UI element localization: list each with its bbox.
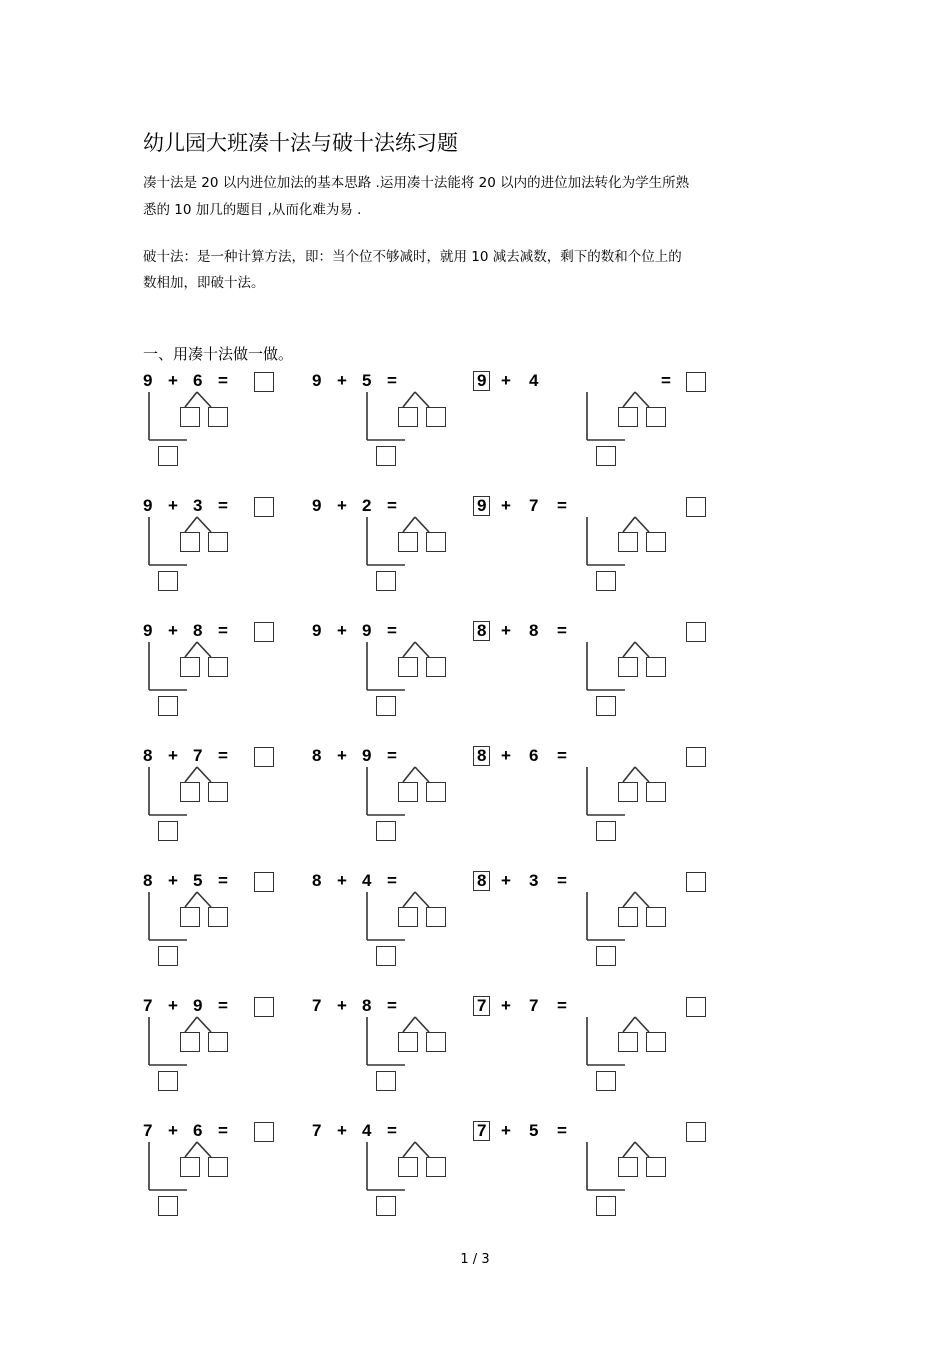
split-tree-diagram xyxy=(473,620,673,730)
plus-sign: + xyxy=(501,496,511,515)
split-box-right[interactable] xyxy=(208,782,228,802)
plus-sign: + xyxy=(501,621,511,640)
plus-sign: + xyxy=(337,746,347,765)
equals-sign: = xyxy=(218,371,228,390)
split-box-left[interactable] xyxy=(398,1157,418,1177)
addend-b: 2 xyxy=(362,496,372,515)
plus-sign: + xyxy=(168,621,178,640)
problem-2-3 xyxy=(473,495,673,605)
equals-sign: = xyxy=(557,746,567,765)
equals-sign: = xyxy=(557,996,567,1015)
problem-3-3 xyxy=(473,620,673,730)
addend-b: 3 xyxy=(529,871,539,890)
make-ten-box[interactable] xyxy=(158,1071,178,1091)
split-tree-diagram xyxy=(473,870,673,980)
split-box-right[interactable] xyxy=(426,407,446,427)
split-box-right[interactable] xyxy=(208,407,228,427)
addend-b: 9 xyxy=(362,746,372,765)
split-tree-diagram xyxy=(473,745,673,855)
split-box-left[interactable] xyxy=(180,907,200,927)
make-ten-box[interactable] xyxy=(158,821,178,841)
split-box-right[interactable] xyxy=(426,907,446,927)
addend-a: 9 xyxy=(473,371,490,391)
addend-a: 7 xyxy=(473,1121,490,1141)
equals-sign: = xyxy=(387,621,397,640)
plus-sign: + xyxy=(501,746,511,765)
addend-b: 9 xyxy=(362,621,372,640)
split-box-right[interactable] xyxy=(646,657,666,677)
split-box-left[interactable] xyxy=(398,657,418,677)
plus-sign: + xyxy=(168,496,178,515)
make-ten-box[interactable] xyxy=(596,1196,616,1216)
addend-a: 7 xyxy=(473,996,490,1016)
intro-line-2: 悉的 10 加几的题目 ,从而化难为易 . xyxy=(143,202,362,218)
make-ten-box[interactable] xyxy=(376,946,396,966)
equals-sign: = xyxy=(387,871,397,890)
plus-sign: + xyxy=(168,746,178,765)
addend-b: 6 xyxy=(193,371,203,390)
addend-a: 8 xyxy=(312,871,322,890)
addend-a: 7 xyxy=(312,996,322,1015)
make-ten-box[interactable] xyxy=(376,1196,396,1216)
addend-b: 7 xyxy=(529,496,539,515)
addend-b: 6 xyxy=(193,1121,203,1140)
equals-sign: = xyxy=(387,996,397,1015)
plus-sign: + xyxy=(168,871,178,890)
split-box-left[interactable] xyxy=(618,782,638,802)
addend-b: 5 xyxy=(362,371,372,390)
split-box-left[interactable] xyxy=(398,1032,418,1052)
split-box-right[interactable] xyxy=(208,657,228,677)
plus-sign: + xyxy=(168,1121,178,1140)
equals-sign: = xyxy=(387,496,397,515)
definition-line-2: 数相加，即破十法。 xyxy=(143,275,265,291)
addend-b: 4 xyxy=(529,371,539,390)
answer-box[interactable] xyxy=(686,747,706,767)
definition-line-1: 破十法：是一种计算方法，即：当个位不够减时，就用 10 减去减数，剩下的数和个位上的 xyxy=(143,249,682,265)
addend-b: 4 xyxy=(362,871,372,890)
split-box-right[interactable] xyxy=(646,1032,666,1052)
addend-a: 8 xyxy=(473,746,490,766)
addend-b: 8 xyxy=(362,996,372,1015)
make-ten-box[interactable] xyxy=(376,446,396,466)
intro-line-1: 凑十法是 20 以内进位加法的基本思路 .运用凑十法能将 20 以内的进位加法转化为学生所熟 xyxy=(143,175,690,191)
addend-a: 7 xyxy=(312,1121,322,1140)
make-ten-box[interactable] xyxy=(596,571,616,591)
answer-box[interactable] xyxy=(686,1122,706,1142)
addend-b: 4 xyxy=(362,1121,372,1140)
split-box-left[interactable] xyxy=(618,1157,638,1177)
split-tree-diagram xyxy=(473,370,673,480)
equals-sign: = xyxy=(557,1121,567,1140)
problem-7-3 xyxy=(473,1120,673,1230)
addend-a: 9 xyxy=(312,496,322,515)
split-tree-diagram xyxy=(473,495,673,605)
split-box-right[interactable] xyxy=(426,1032,446,1052)
make-ten-box[interactable] xyxy=(376,696,396,716)
make-ten-box[interactable] xyxy=(158,1196,178,1216)
answer-box[interactable] xyxy=(686,372,706,392)
split-box-right[interactable] xyxy=(426,657,446,677)
plus-sign: + xyxy=(501,1121,511,1140)
answer-box[interactable] xyxy=(686,997,706,1017)
addend-b: 3 xyxy=(193,496,203,515)
addend-a: 8 xyxy=(143,746,153,765)
split-box-left[interactable] xyxy=(398,907,418,927)
plus-sign: + xyxy=(337,871,347,890)
problem-6-3 xyxy=(473,995,673,1105)
problem-4-3 xyxy=(473,745,673,855)
split-box-right[interactable] xyxy=(426,1157,446,1177)
equals-sign: = xyxy=(557,621,567,640)
addend-a: 8 xyxy=(143,871,153,890)
addend-a: 9 xyxy=(143,371,153,390)
make-ten-box[interactable] xyxy=(376,1071,396,1091)
make-ten-box[interactable] xyxy=(158,571,178,591)
split-box-left[interactable] xyxy=(180,407,200,427)
split-box-left[interactable] xyxy=(618,407,638,427)
make-ten-box[interactable] xyxy=(376,571,396,591)
equals-sign: = xyxy=(387,371,397,390)
make-ten-box[interactable] xyxy=(158,946,178,966)
addend-a: 8 xyxy=(473,871,490,891)
split-box-left[interactable] xyxy=(618,907,638,927)
answer-box[interactable] xyxy=(686,497,706,517)
equals-sign: = xyxy=(218,996,228,1015)
equals-sign: = xyxy=(218,496,228,515)
answer-box[interactable] xyxy=(686,872,706,892)
addend-b: 7 xyxy=(529,996,539,1015)
split-box-left[interactable] xyxy=(618,657,638,677)
split-box-right[interactable] xyxy=(646,907,666,927)
addend-a: 8 xyxy=(473,621,490,641)
plus-sign: + xyxy=(337,1121,347,1140)
split-box-right[interactable] xyxy=(208,907,228,927)
addend-a: 9 xyxy=(312,621,322,640)
split-box-left[interactable] xyxy=(180,1157,200,1177)
addend-a: 8 xyxy=(312,746,322,765)
plus-sign: + xyxy=(337,371,347,390)
addend-b: 9 xyxy=(193,996,203,1015)
addend-b: 5 xyxy=(193,871,203,890)
equals-sign: = xyxy=(218,746,228,765)
answer-box[interactable] xyxy=(686,622,706,642)
split-box-right[interactable] xyxy=(646,407,666,427)
split-box-left[interactable] xyxy=(398,407,418,427)
section-title: 一、用凑十法做一做。 xyxy=(143,345,294,363)
split-box-right[interactable] xyxy=(646,532,666,552)
make-ten-box[interactable] xyxy=(158,696,178,716)
plus-sign: + xyxy=(337,496,347,515)
split-box-left[interactable] xyxy=(618,532,638,552)
addend-a: 9 xyxy=(143,496,153,515)
split-box-left[interactable] xyxy=(180,782,200,802)
split-box-right[interactable] xyxy=(208,532,228,552)
page-title: 幼儿园大班凑十法与破十法练习题 xyxy=(143,131,458,155)
problem-1-3 xyxy=(473,370,673,480)
plus-sign: + xyxy=(337,996,347,1015)
make-ten-box[interactable] xyxy=(596,821,616,841)
split-box-left[interactable] xyxy=(180,532,200,552)
equals-sign: = xyxy=(218,871,228,890)
make-ten-box[interactable] xyxy=(158,446,178,466)
split-box-left[interactable] xyxy=(180,1032,200,1052)
split-box-right[interactable] xyxy=(208,1032,228,1052)
equals-sign: = xyxy=(387,1121,397,1140)
addend-a: 7 xyxy=(143,1121,153,1140)
split-tree-diagram xyxy=(473,1120,673,1230)
make-ten-box[interactable] xyxy=(596,446,616,466)
equals-sign: = xyxy=(557,496,567,515)
addend-b: 7 xyxy=(193,746,203,765)
addend-a: 9 xyxy=(473,496,490,516)
split-box-left[interactable] xyxy=(180,657,200,677)
split-tree-diagram xyxy=(473,995,673,1105)
split-box-right[interactable] xyxy=(426,782,446,802)
equals-sign: = xyxy=(218,621,228,640)
plus-sign: + xyxy=(501,996,511,1015)
addend-b: 8 xyxy=(529,621,539,640)
split-box-right[interactable] xyxy=(646,1157,666,1177)
split-box-right[interactable] xyxy=(426,532,446,552)
make-ten-box[interactable] xyxy=(596,696,616,716)
plus-sign: + xyxy=(501,371,511,390)
plus-sign: + xyxy=(501,871,511,890)
split-box-left[interactable] xyxy=(398,782,418,802)
equals-sign: = xyxy=(218,1121,228,1140)
split-box-left[interactable] xyxy=(618,1032,638,1052)
plus-sign: + xyxy=(168,371,178,390)
page-number: 1 / 3 xyxy=(460,1252,490,1267)
addend-a: 9 xyxy=(312,371,322,390)
plus-sign: + xyxy=(337,621,347,640)
make-ten-box[interactable] xyxy=(596,1071,616,1091)
make-ten-box[interactable] xyxy=(376,821,396,841)
problem-5-3 xyxy=(473,870,673,980)
equals-sign: = xyxy=(557,871,567,890)
equals-sign: = xyxy=(387,746,397,765)
plus-sign: + xyxy=(168,996,178,1015)
equals-sign: = xyxy=(661,371,671,390)
split-box-right[interactable] xyxy=(208,1157,228,1177)
addend-b: 6 xyxy=(529,746,539,765)
addend-b: 5 xyxy=(529,1121,539,1140)
addend-b: 8 xyxy=(193,621,203,640)
make-ten-box[interactable] xyxy=(596,946,616,966)
addend-a: 9 xyxy=(143,621,153,640)
split-box-left[interactable] xyxy=(398,532,418,552)
addend-a: 7 xyxy=(143,996,153,1015)
split-box-right[interactable] xyxy=(646,782,666,802)
